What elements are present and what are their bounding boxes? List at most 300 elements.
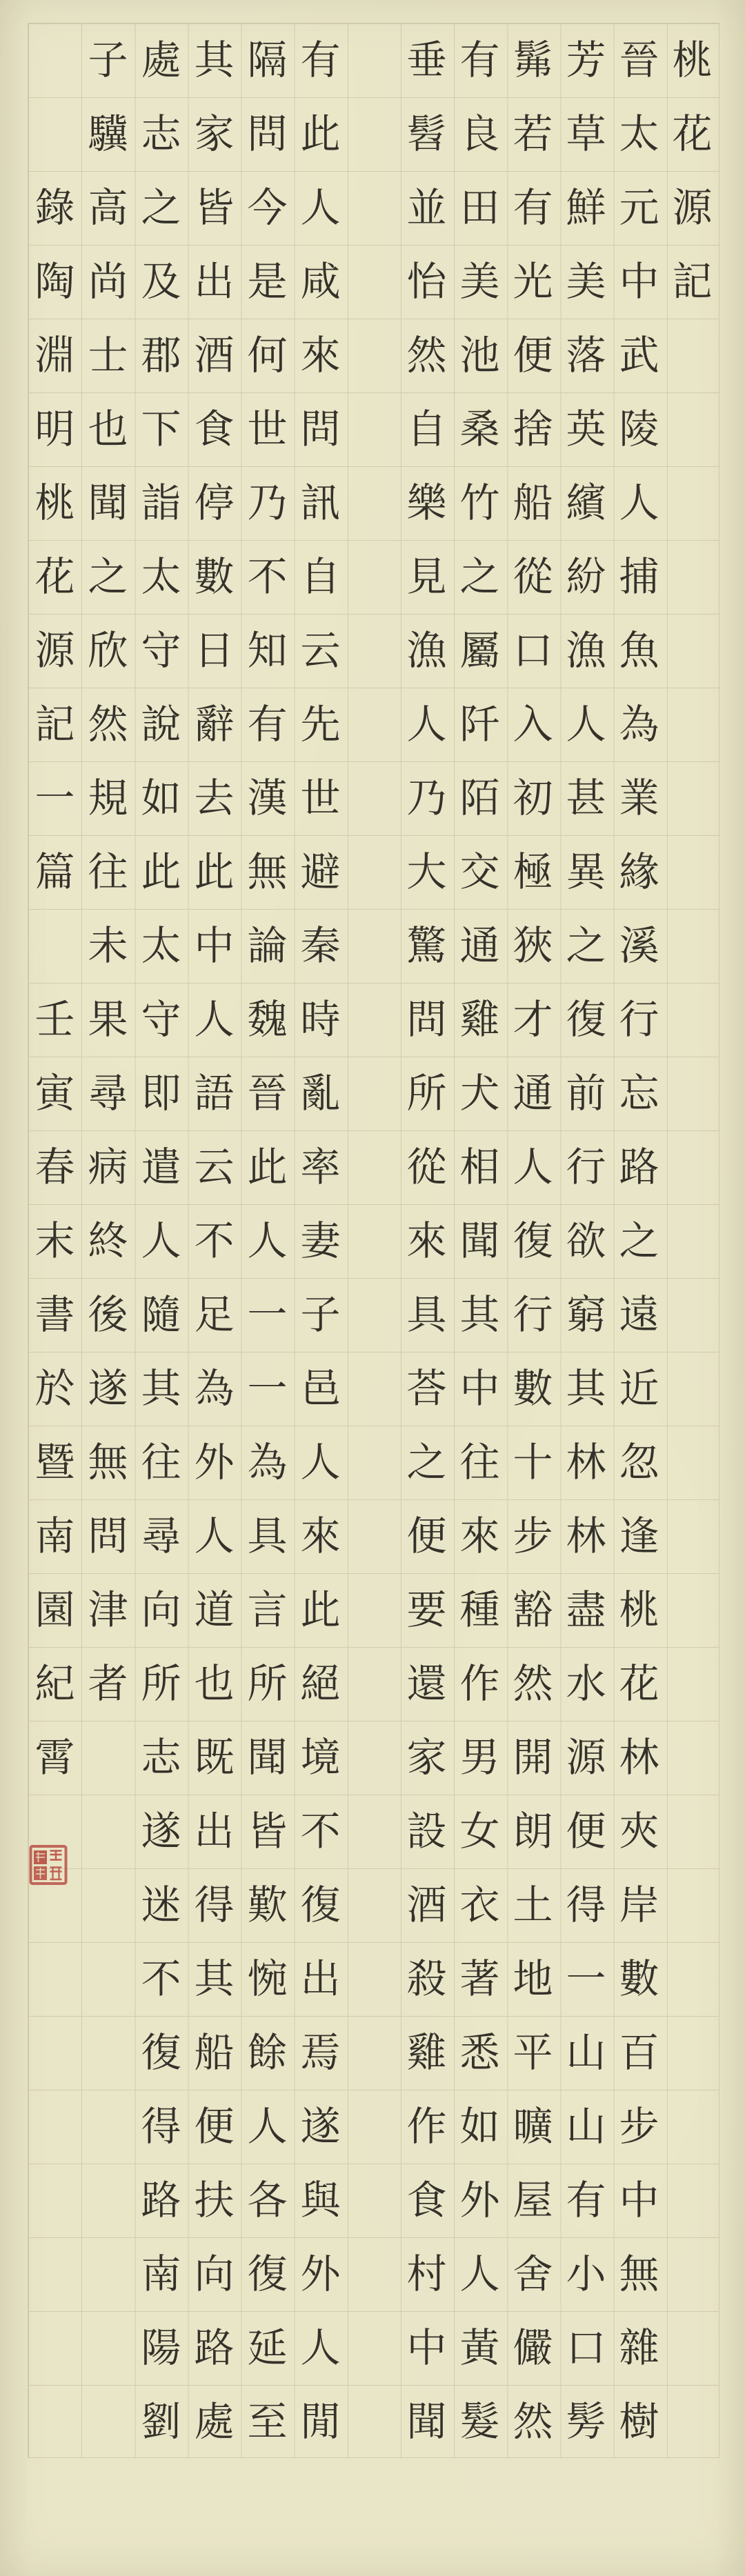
char-cell: 外 (459, 2177, 500, 2224)
char-cell: 晉 (247, 1070, 288, 1117)
char-cell: 皆 (247, 1808, 288, 1855)
char-cell: 相 (459, 1144, 500, 1190)
empty-cell (347, 1204, 400, 1278)
char-cell: 竹 (459, 479, 500, 526)
char-cell: 南 (34, 1512, 75, 1559)
char-cell: 男 (459, 1734, 500, 1781)
char-cell: 通 (513, 1070, 553, 1117)
char-cell: 是 (247, 258, 288, 305)
empty-cell (347, 319, 400, 392)
char-cell: 若 (513, 110, 553, 157)
char-cell: 訊 (300, 479, 341, 526)
seal-graphic (29, 1844, 68, 1886)
empty-cell (347, 909, 400, 983)
char-cell: 為 (194, 1365, 235, 1412)
char-cell: 設 (406, 1808, 447, 1855)
char-cell: 復 (247, 2250, 288, 2297)
char-cell: 岸 (619, 1881, 659, 1928)
char-cell: 其 (141, 1365, 181, 1412)
char-cell: 來 (406, 1217, 447, 1264)
char-cell: 尚 (88, 258, 128, 305)
char-cell: 時 (300, 996, 341, 1043)
char-cell: 要 (406, 1586, 447, 1633)
char-cell: 便 (513, 332, 553, 379)
char-cell: 所 (247, 1660, 288, 1707)
char-cell: 其 (194, 1955, 235, 2002)
char-cell: 也 (194, 1660, 235, 1707)
char-cell: 往 (459, 1439, 500, 1486)
char-cell: 其 (566, 1365, 606, 1412)
char-cell: 下 (141, 406, 181, 452)
char-cell: 阡 (459, 701, 500, 748)
char-cell: 衣 (459, 1881, 500, 1928)
char-cell: 錄 (34, 184, 75, 231)
char-cell: 復 (300, 1881, 341, 1928)
empty-cell (666, 392, 719, 466)
char-cell: 焉 (300, 2029, 341, 2076)
char-cell: 惋 (247, 1955, 288, 2002)
char-cell: 光 (513, 258, 553, 305)
char-cell: 太 (619, 110, 659, 157)
empty-cell (81, 2016, 135, 2090)
char-cell: 後 (88, 1291, 128, 1338)
char-cell: 才 (513, 996, 553, 1043)
char-cell: 一 (247, 1291, 288, 1338)
empty-cell (347, 1795, 400, 1868)
empty-cell (666, 835, 719, 909)
empty-cell (347, 1057, 400, 1130)
char-cell: 終 (88, 1217, 128, 1264)
char-cell: 舍 (513, 2250, 553, 2297)
char-cell: 人 (300, 1439, 341, 1486)
char-cell: 良 (459, 110, 500, 157)
text-column-1 (613, 23, 666, 2459)
char-cell: 平 (513, 2029, 553, 2076)
char-cell: 窮 (566, 1291, 606, 1338)
char-cell: 花 (34, 553, 75, 600)
artist-seal-stamp (29, 1844, 68, 1886)
char-cell: 既 (194, 1734, 235, 1781)
char-cell: 花 (672, 110, 713, 157)
char-cell: 郡 (141, 332, 181, 379)
char-cell: 並 (406, 184, 447, 231)
char-cell: 來 (459, 1512, 500, 1559)
char-cell: 云 (194, 1144, 235, 1190)
char-cell: 犬 (459, 1070, 500, 1117)
char-cell: 船 (513, 479, 553, 526)
char-cell: 漁 (406, 627, 447, 674)
text-column-8 (188, 23, 241, 2459)
char-cell: 淵 (34, 332, 75, 379)
char-cell: 劉 (141, 2398, 181, 2445)
char-cell: 為 (619, 701, 659, 748)
char-cell: 太 (141, 553, 181, 600)
char-cell: 說 (141, 701, 181, 748)
text-column-5 (400, 23, 453, 2459)
char-cell: 扶 (194, 2177, 235, 2224)
empty-cell (81, 2237, 135, 2311)
empty-cell (347, 1352, 400, 1426)
char-cell: 率 (300, 1144, 341, 1190)
empty-cell (81, 2385, 135, 2459)
empty-cell (347, 1647, 400, 1721)
empty-cell (347, 2237, 400, 2311)
char-cell: 來 (300, 1512, 341, 1559)
char-cell: 行 (619, 996, 659, 1043)
char-cell: 末 (34, 1217, 75, 1264)
char-cell: 甚 (566, 775, 606, 821)
empty-cell (666, 1795, 719, 1868)
char-cell: 聞 (406, 2398, 447, 2445)
empty-cell (666, 2311, 719, 2385)
char-cell: 人 (141, 1217, 181, 1264)
char-cell: 黃 (459, 2324, 500, 2371)
empty-cell (81, 1942, 135, 2016)
char-cell: 土 (513, 1881, 553, 1928)
empty-cell (347, 1426, 400, 1499)
char-cell: 樹 (619, 2398, 659, 2445)
text-column-6 (294, 23, 347, 2459)
empty-cell (666, 1130, 719, 1204)
char-cell: 無 (619, 2250, 659, 2297)
char-cell: 山 (566, 2029, 606, 2076)
empty-cell (666, 1204, 719, 1278)
char-cell: 邑 (300, 1365, 341, 1412)
char-cell: 繽 (566, 479, 606, 526)
char-cell: 春 (34, 1144, 75, 1190)
char-cell: 花 (619, 1660, 659, 1707)
empty-cell (666, 540, 719, 614)
char-cell: 皆 (194, 184, 235, 231)
char-cell: 有 (247, 701, 288, 748)
empty-cell (666, 614, 719, 688)
char-cell: 雞 (406, 2029, 447, 2076)
char-cell: 人 (300, 184, 341, 231)
char-cell: 路 (141, 2177, 181, 2224)
char-cell: 元 (619, 184, 659, 231)
char-cell: 不 (300, 1808, 341, 1855)
char-cell: 外 (300, 2250, 341, 2297)
empty-cell (81, 2311, 135, 2385)
char-cell: 通 (459, 922, 500, 969)
char-cell: 記 (672, 258, 713, 305)
char-cell: 尋 (141, 1512, 181, 1559)
char-cell: 閒 (300, 2398, 341, 2445)
empty-cell (347, 1942, 400, 2016)
char-cell: 屬 (459, 627, 500, 674)
empty-cell (347, 466, 400, 540)
char-cell: 問 (88, 1512, 128, 1559)
title-column (666, 23, 719, 2459)
char-cell: 即 (141, 1070, 181, 1117)
char-cell: 自 (406, 406, 447, 452)
char-cell: 太 (141, 922, 181, 969)
empty-cell (347, 2164, 400, 2237)
char-cell: 家 (194, 110, 235, 157)
char-cell: 儼 (513, 2324, 553, 2371)
empty-cell (81, 1721, 135, 1795)
char-cell: 人 (406, 701, 447, 748)
char-cell: 詣 (141, 479, 181, 526)
empty-cell (347, 688, 400, 761)
char-cell: 人 (619, 479, 659, 526)
char-cell: 不 (247, 553, 288, 600)
char-cell: 之 (141, 184, 181, 231)
char-cell: 語 (194, 1070, 235, 1117)
char-cell: 此 (300, 1586, 341, 1633)
char-cell: 記 (34, 701, 75, 748)
char-cell: 明 (34, 406, 75, 452)
char-cell: 中 (459, 1365, 500, 1412)
char-cell: 捕 (619, 553, 659, 600)
char-cell: 極 (513, 848, 553, 895)
char-cell: 人 (459, 2250, 500, 2297)
empty-cell (666, 1278, 719, 1352)
char-cell: 為 (247, 1439, 288, 1486)
empty-cell (666, 1942, 719, 2016)
char-cell: 怡 (406, 258, 447, 305)
char-cell: 今 (247, 184, 288, 231)
char-cell: 食 (406, 2177, 447, 2224)
empty-cell (666, 983, 719, 1057)
char-cell: 果 (88, 996, 128, 1043)
char-cell: 見 (406, 553, 447, 600)
char-cell: 有 (300, 37, 341, 83)
char-cell: 云 (300, 627, 341, 674)
char-cell: 英 (566, 406, 606, 452)
char-cell: 無 (247, 848, 288, 895)
char-cell: 桃 (672, 37, 713, 83)
char-cell: 歎 (247, 1881, 288, 1928)
char-cell: 魏 (247, 996, 288, 1043)
char-cell: 具 (406, 1291, 447, 1338)
char-cell: 高 (88, 184, 128, 231)
char-cell: 於 (34, 1365, 75, 1412)
empty-cell (81, 2090, 135, 2164)
empty-cell (28, 909, 81, 983)
char-cell: 得 (566, 1881, 606, 1928)
char-cell: 雞 (459, 996, 500, 1043)
char-cell: 陌 (459, 775, 500, 821)
empty-cell (666, 2090, 719, 2164)
char-cell: 美 (459, 258, 500, 305)
text-column-4 (453, 23, 506, 2459)
char-cell: 世 (247, 406, 288, 452)
char-cell: 人 (247, 2103, 288, 2150)
char-cell: 然 (406, 332, 447, 379)
empty-cell (347, 1130, 400, 1204)
empty-cell (347, 1278, 400, 1352)
empty-cell (666, 1721, 719, 1795)
char-cell: 得 (141, 2103, 181, 2150)
char-cell: 之 (619, 1217, 659, 1264)
char-cell: 忽 (619, 1439, 659, 1486)
char-cell: 百 (619, 2029, 659, 2076)
char-cell: 咸 (300, 258, 341, 305)
char-cell: 問 (247, 110, 288, 157)
text-column-9 (135, 23, 188, 2459)
char-cell: 前 (566, 1070, 606, 1117)
char-cell: 也 (88, 406, 128, 452)
char-cell: 溪 (619, 922, 659, 969)
char-cell: 遂 (88, 1365, 128, 1412)
char-cell: 志 (141, 110, 181, 157)
char-cell: 桃 (619, 1586, 659, 1633)
char-cell: 近 (619, 1365, 659, 1412)
char-cell: 田 (459, 184, 500, 231)
char-cell: 未 (88, 922, 128, 969)
char-cell: 有 (513, 184, 553, 231)
empty-cell (666, 2385, 719, 2459)
char-cell: 草 (566, 110, 606, 157)
char-cell: 遂 (300, 2103, 341, 2150)
char-cell: 問 (300, 406, 341, 452)
char-cell: 子 (88, 37, 128, 83)
char-cell: 其 (459, 1291, 500, 1338)
char-cell: 南 (141, 2250, 181, 2297)
char-cell: 欣 (88, 627, 128, 674)
char-cell: 狹 (513, 922, 553, 969)
char-cell: 遂 (141, 1808, 181, 1855)
char-cell: 雜 (619, 2324, 659, 2371)
char-cell: 向 (141, 1586, 181, 1633)
char-cell: 有 (566, 2177, 606, 2224)
char-cell: 逢 (619, 1512, 659, 1559)
empty-cell (347, 2385, 400, 2459)
char-cell: 行 (566, 1144, 606, 1190)
empty-cell (666, 761, 719, 835)
char-cell: 迷 (141, 1881, 181, 1928)
colophon-column (28, 23, 81, 2459)
char-cell: 聞 (247, 1734, 288, 1781)
char-cell: 子 (300, 1291, 341, 1338)
char-cell: 源 (672, 184, 713, 231)
char-cell: 一 (566, 1955, 606, 2002)
char-cell: 髴 (513, 37, 553, 83)
empty-cell (28, 23, 81, 97)
char-cell: 論 (247, 922, 288, 969)
char-cell: 從 (406, 1144, 447, 1190)
char-cell: 至 (247, 2398, 288, 2445)
char-cell: 來 (300, 332, 341, 379)
char-cell: 便 (406, 1512, 447, 1559)
empty-cell (666, 2164, 719, 2237)
char-cell: 十 (513, 1439, 553, 1486)
char-cell: 髣 (566, 2398, 606, 2445)
char-cell: 屋 (513, 2177, 553, 2224)
empty-cell (347, 2016, 400, 2090)
char-cell: 有 (459, 37, 500, 83)
char-cell: 自 (300, 553, 341, 600)
char-cell: 遠 (619, 1291, 659, 1338)
char-cell: 其 (194, 37, 235, 83)
char-cell: 殺 (406, 1955, 447, 2002)
char-cell: 乃 (406, 775, 447, 821)
empty-cell (347, 2311, 400, 2385)
char-cell: 處 (194, 2398, 235, 2445)
char-cell: 便 (194, 2103, 235, 2150)
char-cell: 書 (34, 1291, 75, 1338)
char-cell: 村 (406, 2250, 447, 2297)
char-cell: 往 (88, 848, 128, 895)
empty-cell (28, 1942, 81, 2016)
char-cell: 此 (141, 848, 181, 895)
char-cell: 入 (513, 701, 553, 748)
char-cell: 尋 (88, 1070, 128, 1117)
char-cell: 守 (141, 996, 181, 1043)
char-cell: 豁 (513, 1586, 553, 1633)
text-column-2 (559, 23, 613, 2459)
char-cell: 此 (247, 1144, 288, 1190)
char-cell: 然 (88, 701, 128, 748)
char-cell: 及 (141, 258, 181, 305)
char-cell: 先 (300, 701, 341, 748)
char-cell: 作 (459, 1660, 500, 1707)
char-cell: 盡 (566, 1586, 606, 1633)
char-cell: 捨 (513, 406, 553, 452)
char-cell: 林 (566, 1439, 606, 1486)
char-cell: 著 (459, 1955, 500, 2002)
char-cell: 如 (141, 775, 181, 821)
char-cell: 陽 (141, 2324, 181, 2371)
empty-cell (347, 245, 400, 319)
char-cell: 避 (300, 848, 341, 895)
char-cell: 具 (247, 1512, 288, 1559)
char-cell: 食 (194, 406, 235, 452)
char-cell: 地 (513, 1955, 553, 2002)
char-cell: 家 (406, 1734, 447, 1781)
char-cell: 小 (566, 2250, 606, 2297)
char-cell: 桑 (459, 406, 500, 452)
empty-cell (81, 1868, 135, 1942)
char-cell: 者 (88, 1660, 128, 1707)
char-cell: 種 (459, 1586, 500, 1633)
char-cell: 夾 (619, 1808, 659, 1855)
text-column-10 (81, 23, 135, 2459)
empty-cell (666, 2016, 719, 2090)
char-cell: 規 (88, 775, 128, 821)
char-cell: 林 (619, 1734, 659, 1781)
char-cell: 路 (194, 2324, 235, 2371)
empty-cell (666, 1868, 719, 1942)
char-cell: 山 (566, 2103, 606, 2150)
char-cell: 大 (406, 848, 447, 895)
char-cell: 便 (566, 1808, 606, 1855)
empty-cell (666, 466, 719, 540)
char-cell: 驥 (88, 110, 128, 157)
empty-cell (666, 2237, 719, 2311)
char-cell: 酒 (194, 332, 235, 379)
char-cell: 知 (247, 627, 288, 674)
char-cell: 晉 (619, 37, 659, 83)
char-cell: 何 (247, 332, 288, 379)
char-cell: 出 (194, 1808, 235, 1855)
char-cell: 漁 (566, 627, 606, 674)
char-cell: 之 (459, 553, 500, 600)
empty-cell (28, 2311, 81, 2385)
char-cell: 各 (247, 2177, 288, 2224)
char-cell: 妻 (300, 1217, 341, 1264)
char-cell: 中 (194, 922, 235, 969)
char-cell: 然 (513, 1660, 553, 1707)
char-cell: 聞 (459, 1217, 500, 1264)
char-cell: 停 (194, 479, 235, 526)
char-cell: 往 (141, 1439, 181, 1486)
char-cell: 病 (88, 1144, 128, 1190)
spacer-column (347, 23, 400, 2459)
char-cell: 中 (619, 2177, 659, 2224)
char-cell: 池 (459, 332, 500, 379)
